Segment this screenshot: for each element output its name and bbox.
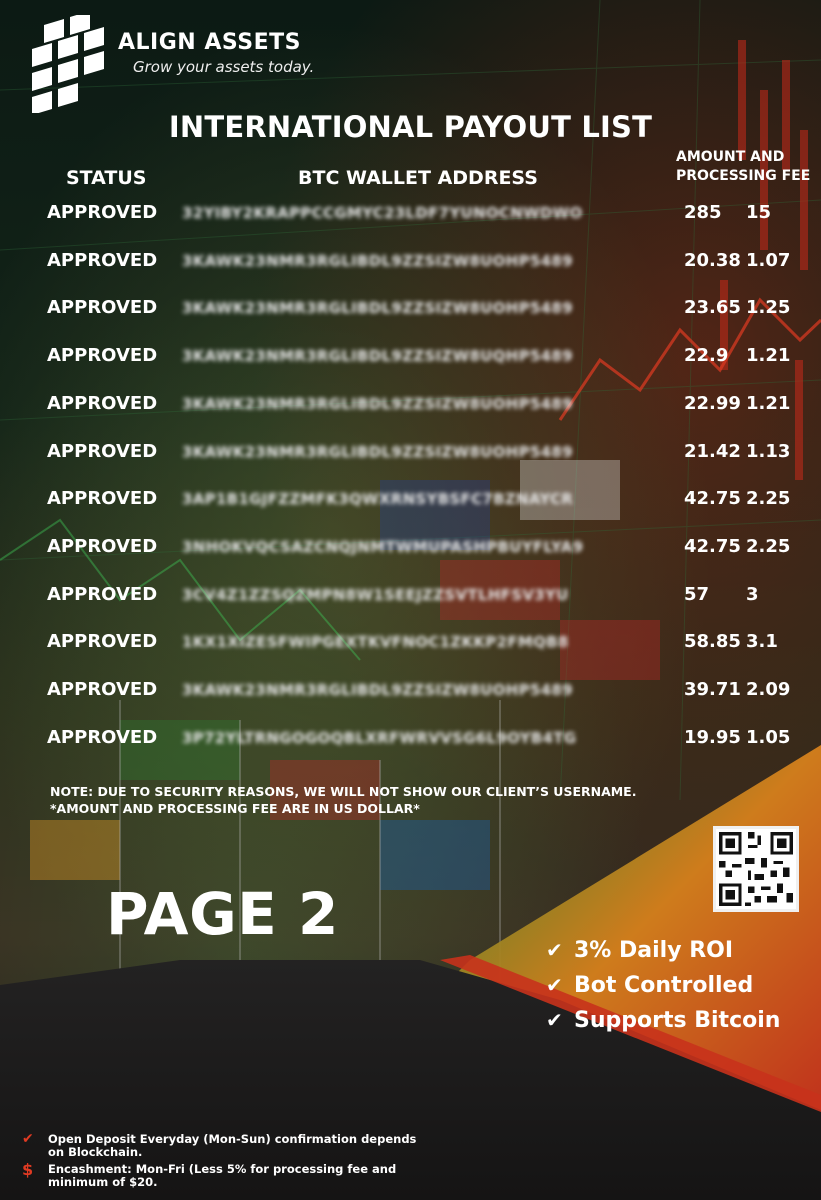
status-badge: APPROVED	[47, 393, 158, 414]
column-header-status: STATUS	[66, 167, 147, 189]
amount-value: 58.85	[684, 631, 741, 652]
amount-value: 39.71	[684, 679, 741, 700]
check-icon: ✔	[546, 938, 563, 962]
fee-value: 2.25	[746, 488, 791, 509]
table-row	[0, 727, 821, 767]
security-note	[50, 783, 636, 817]
wallet-address: 3KAWK23NMR3RGLIBDL9ZZSIZW8UOHP5489	[182, 395, 573, 413]
amount-value: 22.99	[684, 393, 741, 414]
fee-value: 1.13	[746, 441, 791, 462]
fee-value: 1.21	[746, 345, 791, 366]
wallet-address: 3KAWK23NMR3RGLIBDL9ZZSIZW8UOHP5489	[182, 443, 573, 461]
status-badge: APPROVED	[47, 297, 158, 318]
check-icon: ✔	[22, 1131, 34, 1147]
table-row	[0, 345, 821, 385]
column-header-amount	[676, 148, 810, 186]
feature-item	[546, 973, 753, 998]
status-badge: APPROVED	[47, 441, 158, 462]
wallet-address: 3P72YLTRNGOGOQBLXRFWRVVSG6L9OYB4TG	[182, 729, 577, 747]
table-row	[0, 584, 821, 624]
page-label: PAGE 2	[106, 880, 339, 948]
wallet-address: 3CV4Z1ZZSQZMPN8W1SEEJZZSVTLHFSV3YU	[182, 586, 569, 604]
security-note-line2: *AMOUNT AND PROCESSING FEE ARE IN US DOLLAR*	[50, 801, 420, 816]
status-badge: APPROVED	[47, 727, 158, 748]
wallet-address: 3KAWK23NMR3RGLIBDL9ZZSIZW8UOHP5489	[182, 299, 573, 317]
check-icon: ✔	[546, 1008, 563, 1032]
amount-value: 57	[684, 584, 710, 605]
table-row	[0, 488, 821, 528]
status-badge: APPROVED	[47, 345, 158, 366]
amount-value: 21.42	[684, 441, 741, 462]
check-icon: ✔	[546, 973, 563, 997]
feature-label: 3% Daily ROI	[574, 938, 734, 963]
qr-code	[713, 826, 799, 912]
feature-label: Supports Bitcoin	[574, 1008, 781, 1033]
fee-value: 3	[746, 584, 759, 605]
fee-value: 1.05	[746, 727, 791, 748]
amount-value: 22.9	[684, 345, 729, 366]
status-badge: APPROVED	[47, 679, 158, 700]
status-badge: APPROVED	[47, 536, 158, 557]
amount-value: 42.75	[684, 536, 741, 557]
feature-item	[546, 938, 733, 963]
fee-value: 1.07	[746, 250, 791, 271]
wallet-address: 3KAWK23NMR3RGLIBDL9ZZSIZW8UOHP5489	[182, 252, 573, 270]
amount-value: 285	[684, 202, 722, 223]
table-row	[0, 250, 821, 290]
footer-encashment-text: Encashment: Mon-Fri (Less 5% for processing fee and minimum of $20.	[48, 1162, 397, 1189]
brand-name: ALIGN ASSETS	[118, 30, 301, 55]
status-badge: APPROVED	[47, 202, 158, 223]
table-row	[0, 441, 821, 481]
wallet-address: 32YIBY2KRAPPCCGMYC23LDF7YUNOCNWDWO	[182, 204, 583, 222]
status-badge: APPROVED	[47, 488, 158, 509]
brand-tagline: Grow your assets today.	[133, 58, 315, 76]
page-title: INTERNATIONAL PAYOUT LIST	[168, 110, 653, 144]
feature-item	[546, 1008, 780, 1033]
footer-deposit-text: Open Deposit Everyday (Mon-Sun) confirmation depends on Blockchain.	[48, 1132, 417, 1159]
align-assets-logo	[30, 15, 104, 113]
security-note-line1: NOTE: DUE TO SECURITY REASONS, WE WILL NOT SHOW OUR CLIENT’S USERNAME.	[50, 784, 637, 799]
column-header-amount-line1: AMOUNT AND	[676, 149, 785, 165]
amount-value: 19.95	[684, 727, 741, 748]
status-badge: APPROVED	[47, 631, 158, 652]
fee-value: 2.09	[746, 679, 791, 700]
dollar-icon: $	[22, 1160, 34, 1179]
amount-value: 42.75	[684, 488, 741, 509]
wallet-address: 3AP1B1GJFZZMFK3QWXRNSYBSFC7BZNAYCR	[182, 490, 574, 508]
table-row	[0, 202, 821, 242]
status-badge: APPROVED	[47, 584, 158, 605]
table-row	[0, 679, 821, 719]
status-badge: APPROVED	[47, 250, 158, 271]
fee-value: 15	[746, 202, 772, 223]
wallet-address: 3KAWK23NMR3RGLIBDL9ZZSIZW8UOHP5489	[182, 681, 573, 699]
feature-label: Bot Controlled	[574, 973, 754, 998]
amount-value: 20.38	[684, 250, 741, 271]
amount-value: 23.65	[684, 297, 741, 318]
table-row	[0, 631, 821, 671]
fee-value: 1.25	[746, 297, 791, 318]
table-row	[0, 297, 821, 337]
fee-value: 2.25	[746, 536, 791, 557]
fee-value: 1.21	[746, 393, 791, 414]
column-header-amount-line2: PROCESSING FEE	[676, 168, 811, 184]
table-row	[0, 393, 821, 433]
wallet-address: 3KAWK23NMR3RGLIBDL9ZZSIZW8UQHP5489	[182, 347, 573, 365]
table-row	[0, 536, 821, 576]
wallet-address: 1KX1XIZESFWIPGEXTKVFNOC1ZKKP2FMQB8	[182, 633, 569, 651]
column-header-address: BTC WALLET ADDRESS	[298, 167, 538, 189]
fee-value: 3.1	[746, 631, 778, 652]
wallet-address: 3NHOKVQCSAZCNQJNMTWMUPASHPBUYFLYA9	[182, 538, 584, 556]
